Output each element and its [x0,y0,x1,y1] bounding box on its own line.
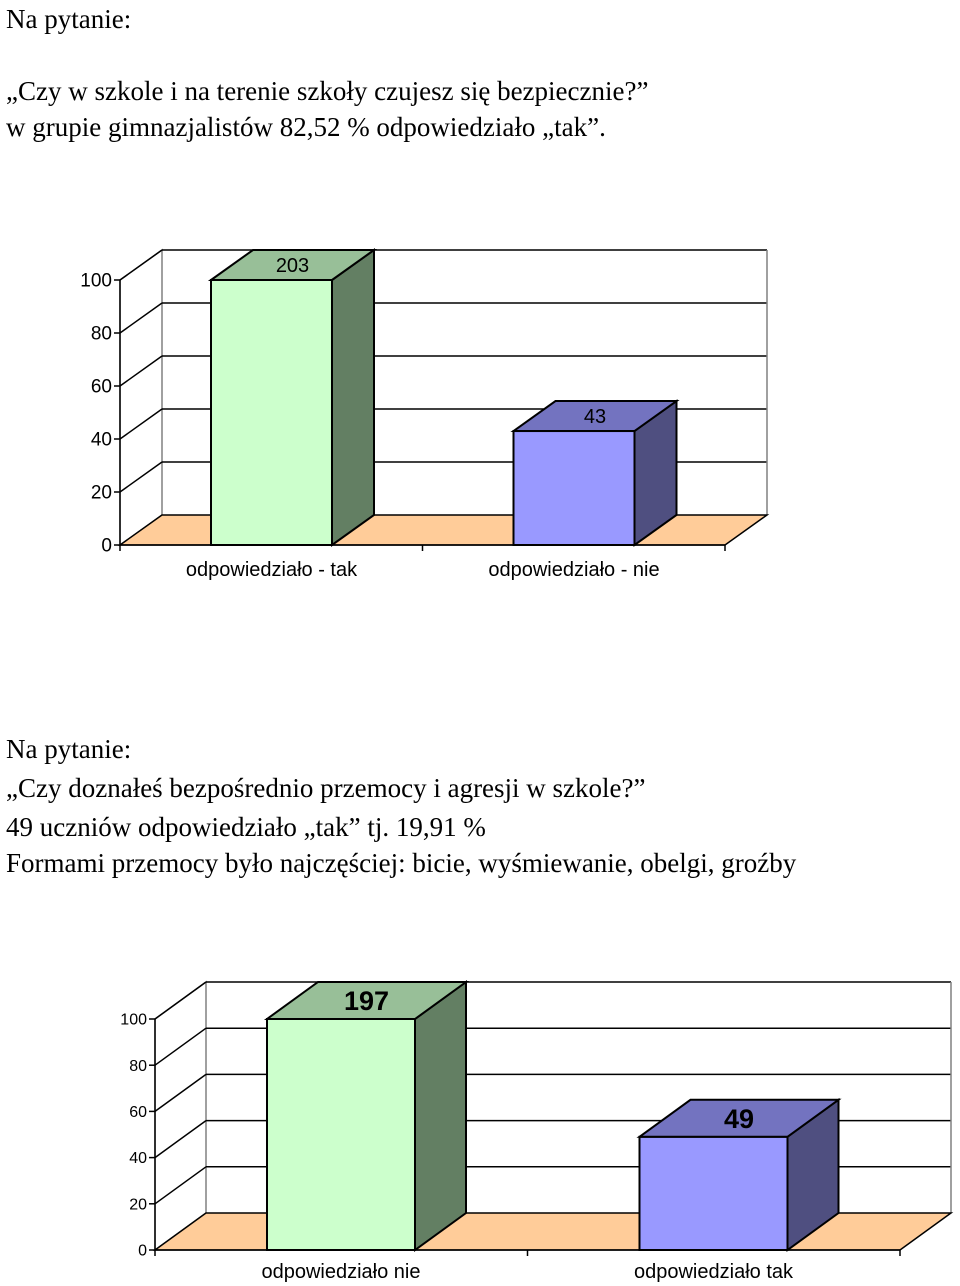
category-label-1: odpowiedziało nie [261,1261,421,1283]
data-label-2: 49 [723,1103,755,1134]
y-tick-label: 60 [90,376,112,398]
y-tick-label: 80 [129,1057,147,1075]
section1-heading: Na pytanie: [6,4,132,34]
bar-2-front [514,431,635,545]
bar-1-front [267,1019,415,1250]
category-label-1: odpowiedziało - tak [185,559,358,581]
side-wall [120,250,162,545]
y-tick-label: 20 [90,482,112,504]
chart-violence [0,940,960,1286]
y-tick-label: 40 [129,1150,147,1168]
category-label-2: odpowiedziało tak [634,1261,793,1283]
y-tick-label: 40 [90,429,112,451]
section2-heading: Na pytanie: [6,734,132,764]
section1-result: w grupie gimnazjalistów 82,52 % odpowiedziało „tak”. [6,112,606,142]
y-tick-label: 100 [80,270,112,292]
chart-safety [0,200,960,610]
data-label-1: 203 [275,255,310,277]
section2-result: 49 uczniów odpowiedziało „tak” tj. 19,91 % [6,812,486,842]
bar-1-front [211,280,332,545]
category-label-2: odpowiedziało - nie [488,559,660,581]
section2-question: „Czy doznałeś bezpośrednio przemocy i agresji w szkole?” [6,773,646,803]
bar-1-side [415,982,466,1250]
bar-2-front [640,1137,788,1250]
y-tick-label: 60 [129,1104,147,1121]
data-label-2: 43 [583,406,607,429]
section1-question: „Czy w szkole i na terenie szkoły czujesz się bezpiecznie?” [6,76,649,106]
y-tick-label: 0 [101,535,112,557]
section2-forms: Formami przemocy było najczęściej: bicie, wyśmiewanie, obelgi, groźby [6,848,797,878]
y-tick-label: 20 [129,1196,147,1214]
bar-1-side [332,250,374,545]
side-wall [155,982,206,1250]
y-tick-label: 0 [138,1242,147,1260]
y-tick-label: 100 [120,1011,147,1029]
data-label-1: 197 [343,985,390,1016]
y-tick-label: 80 [90,323,112,345]
